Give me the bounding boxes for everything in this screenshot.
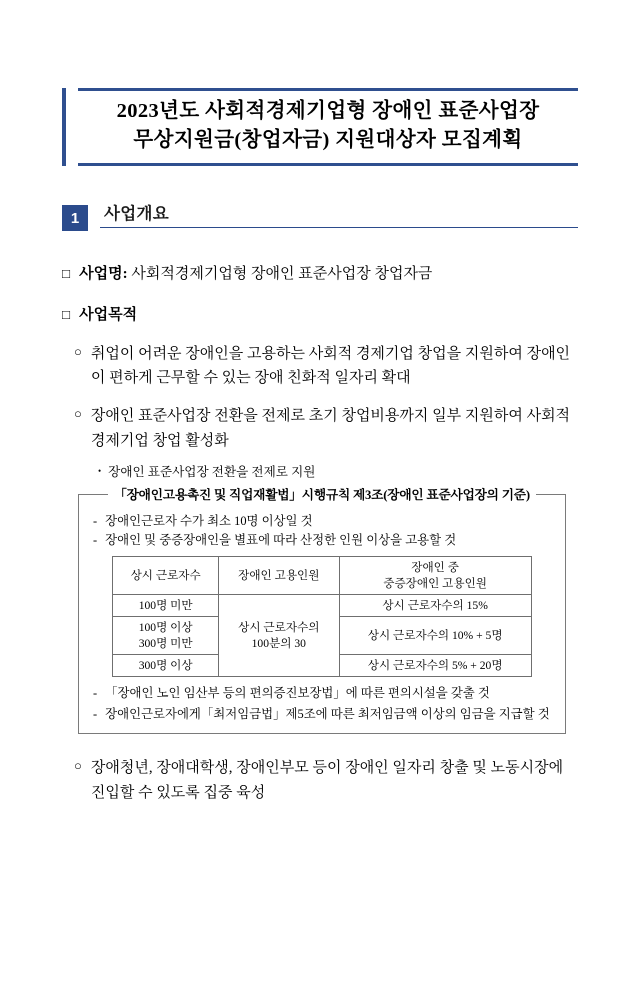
- cell-severe-over-300: 상시 근로자수의 5% + 20명: [339, 654, 531, 676]
- purpose-item-2-text: 장애인 표준사업장 전환을 전제로 초기 창업비용까지 일부 지원하여 사회적경제기업 창업 활성화: [90, 408, 571, 449]
- list-item-business-name: [62, 263, 578, 286]
- purpose-item-3-text: 장애청년, 장애대학생, 장애인부모 등이 장애인 일자리 창출 및 노동시장에 진입할 수 있도록 집중 육성: [90, 760, 564, 801]
- title-rule-bottom: [78, 163, 578, 166]
- title-left-bar: [62, 88, 66, 166]
- legal-box-title: 「장애인고용촉진 및 직업재활법」시행규칙 제3조(장애인 표준사업장의 기준): [108, 486, 536, 506]
- cell-severe-under-100: 상시 근로자수의 15%: [339, 594, 531, 616]
- legal-item-3: [89, 684, 555, 703]
- legal-bottom-items: [89, 684, 555, 723]
- section-title: 사업개요: [104, 204, 169, 224]
- circle-bullet-icon: ○: [74, 343, 82, 359]
- business-name-value: 사회적경제기업형 장애인 표준사업장 창업자금: [127, 266, 433, 283]
- legal-item-4: [89, 705, 555, 724]
- purpose-item-1-text: 취업이 어려운 장애인을 고용하는 사회적 경제기업 창업을 지원하여 장애인이 편하게 근무할 수 있는 장애 친화적 일자리 확대: [90, 345, 571, 387]
- business-name-label: 사업명:: [79, 266, 128, 283]
- title-line-1: 2023년도 사회적경제기업형 장애인 표준사업장: [116, 100, 540, 122]
- list-item-business-purpose: [62, 304, 578, 327]
- legal-item-2-text: 장애인 및 중증장애인을 별표에 따라 산정한 인원 이상을 고용할 것: [105, 532, 457, 547]
- square-bullet-icon: □: [62, 266, 71, 282]
- legal-item-2: [89, 531, 555, 550]
- section-heading: [62, 200, 578, 231]
- document-body: [62, 231, 578, 805]
- dot-bullet-icon: •: [98, 465, 102, 476]
- business-purpose-label: 사업목적: [79, 307, 138, 324]
- circle-bullet-icon: ○: [74, 406, 82, 422]
- dash-bullet-icon: -: [93, 686, 98, 701]
- document-page: [0, 88, 640, 993]
- legal-reference-box: [78, 488, 566, 734]
- table-row: [113, 594, 531, 616]
- cell-disabled-ratio: 상시 근로자수의 100분의 30: [218, 594, 339, 676]
- title-lines: [78, 91, 578, 157]
- document-title-block: [62, 88, 578, 166]
- dash-bullet-icon: -: [93, 706, 98, 721]
- section-underline: [100, 227, 578, 228]
- business-name-text: [79, 263, 578, 286]
- section-title-wrap: [100, 200, 578, 231]
- sub-note-text: 장애인 표준사업장 전환을 전제로 지원: [108, 464, 316, 479]
- purpose-item-1: [62, 342, 578, 391]
- cell-severe-100-300: 상시 근로자수의 10% + 5명: [339, 617, 531, 655]
- cell-worker-under-100: 100명 미만: [113, 594, 219, 616]
- cell-worker-100-300: 100명 이상 300명 미만: [113, 617, 219, 655]
- standard-workplace-table: [112, 556, 531, 677]
- table-header-disabled-count: 장애인 고용인원: [218, 557, 339, 595]
- cell-worker-over-300: 300명 이상: [113, 654, 219, 676]
- title-line-2: 무상지원금(창업자금) 지원대상자 모집계획: [133, 129, 523, 152]
- purpose-item-3: [62, 756, 578, 805]
- table-header-severe-count: 장애인 중 중증장애인 고용인원: [339, 557, 531, 595]
- purpose-item-2: [62, 404, 578, 453]
- legal-item-3-text: 「장애인 노인 임산부 등의 편의증진보장법」에 따른 편의시설을 갖출 것: [105, 686, 490, 701]
- dash-bullet-icon: -: [93, 532, 98, 547]
- table-header-worker-count: 상시 근로자수: [113, 557, 219, 595]
- legal-item-1-text: 장애인근로자 수가 최소 10명 이상일 것: [105, 514, 313, 529]
- legal-item-4-text: 장애인근로자에게「최저임금법」제5조에 따른 최저임금액 이상의 임금을 지급할 것: [105, 706, 550, 721]
- table-header-row: [113, 557, 531, 595]
- square-bullet-icon: □: [62, 307, 71, 323]
- section-number-badge: 1: [62, 205, 88, 231]
- circle-bullet-icon: ○: [74, 758, 82, 774]
- legal-item-1: [89, 512, 555, 531]
- sub-note: [62, 463, 578, 483]
- dash-bullet-icon: -: [93, 514, 98, 529]
